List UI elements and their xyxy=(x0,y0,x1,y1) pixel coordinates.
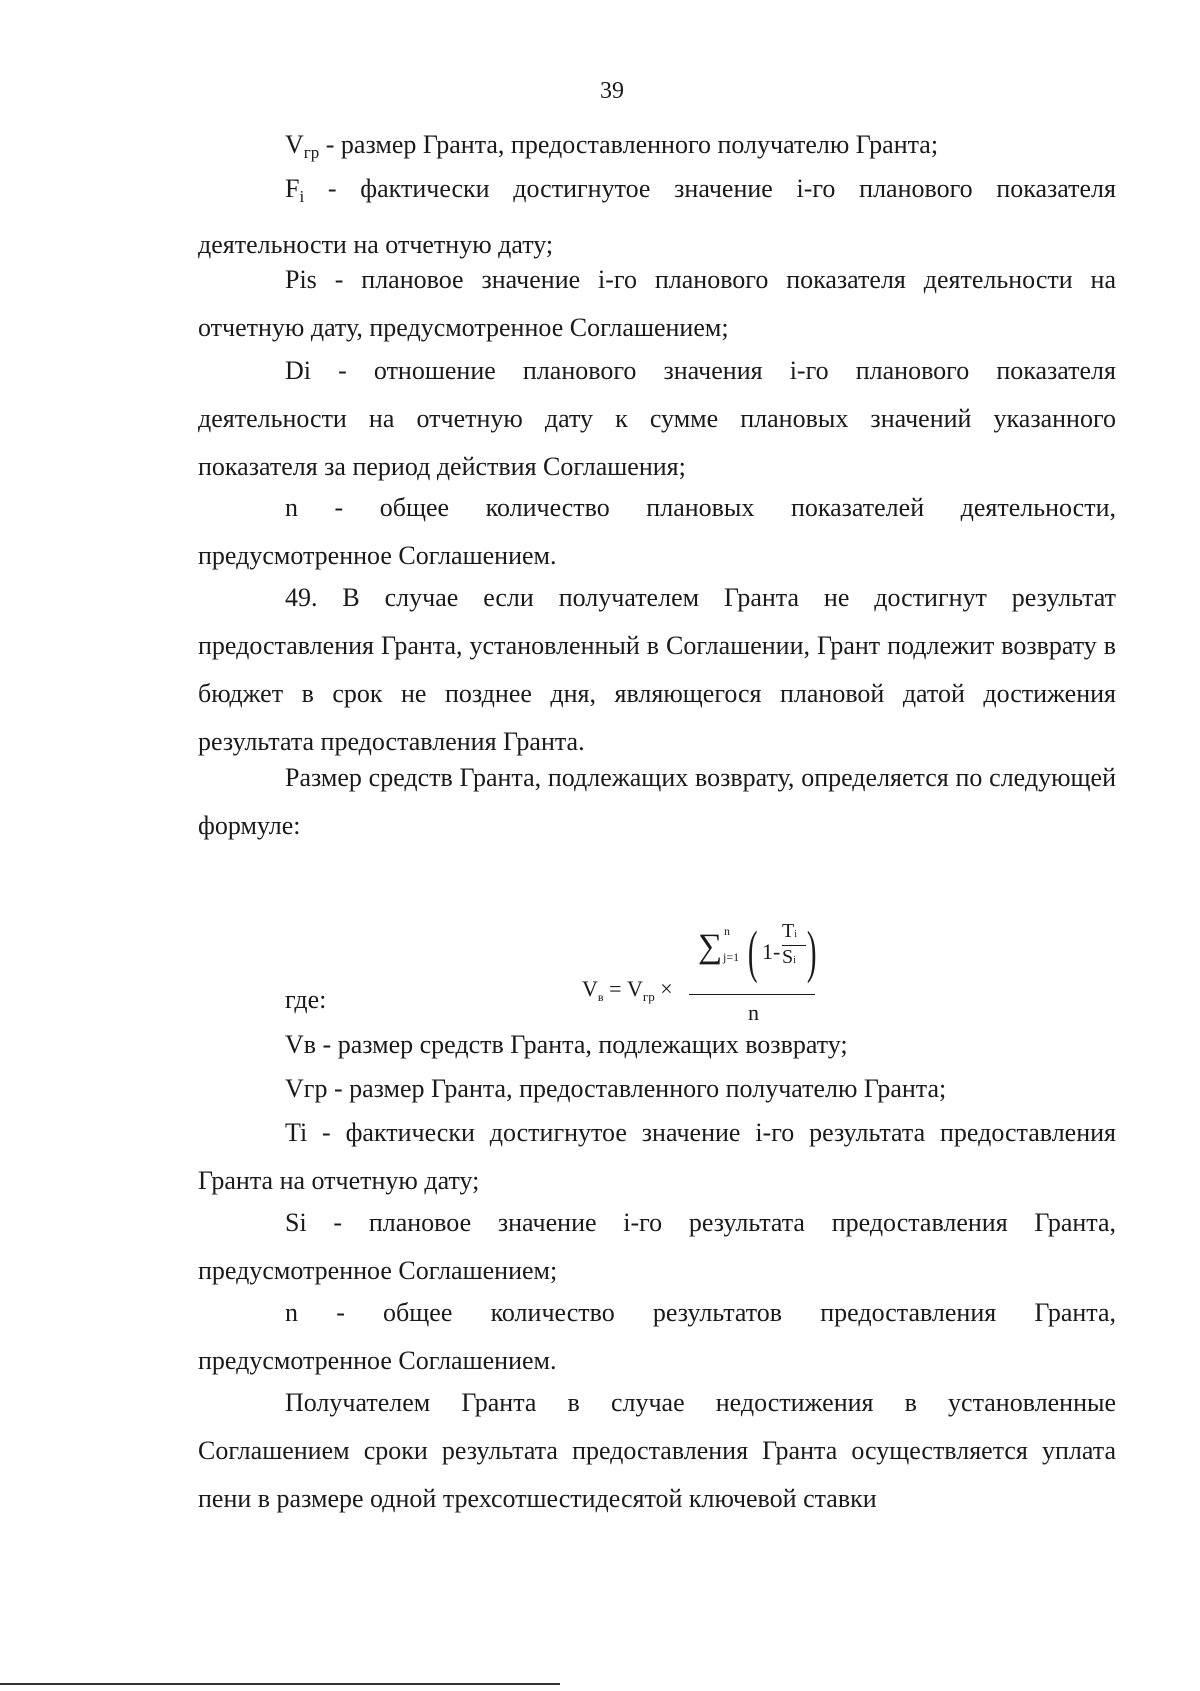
symbol: V xyxy=(285,130,304,159)
definition-n xyxy=(198,484,1116,580)
definition-text: - размер Гранта, предоставленного получателю Гранта; xyxy=(319,130,939,159)
definition-text: - отношение планового значения i-го планового показателя деятельности на отчетную дату к сумме плановых значений указанного показателя за период действия Соглашения; xyxy=(198,356,1116,481)
definition-vgr-2: Vгр - размер Гранта, предоставленного получателю Гранта; xyxy=(285,1074,947,1103)
sum-sign: ∑ xyxy=(698,928,723,965)
one-minus: 1- xyxy=(762,939,781,964)
page-number: 39 xyxy=(600,78,624,104)
scan-edge-line xyxy=(0,1683,560,1685)
right-paren: ) xyxy=(806,919,817,984)
t-subscript: i xyxy=(794,929,797,940)
formula-v: V xyxy=(582,976,598,1001)
s-symbol: S xyxy=(782,946,794,968)
formula-intro: Размер средств Гранта, подлежащих возврату, определяется по следующей формуле: xyxy=(198,763,1116,840)
paragraph-49: 49. В случае если получателем Гранта не достигнут результат предоставления Гранта, установленный в Соглашении, Грант подлежит возврату в бюджет в срок не позднее дня, являющегося плановой датой достижения результата предоставления Гранта. xyxy=(198,583,1116,756)
final-paragraph: Получателем Гранта в случае недостижения в установленные Соглашением сроки результата предоставления Гранта осуществляется уплата пени в размере одной трехсотшестидесятой ключевой ставки xyxy=(198,1388,1116,1513)
symbol: n xyxy=(285,493,298,522)
symbol-subscript: гр xyxy=(303,143,320,162)
formula-vgr: V xyxy=(626,976,643,1001)
definition-n-2: n - общее количество результатов предоставления Гранта, предусмотренное Соглашением. xyxy=(198,1298,1116,1375)
definition-vv: Vв - размер средств Гранта, подлежащих возврату; xyxy=(285,1030,848,1059)
formula-equals: = xyxy=(603,976,627,1001)
definition-ti: Ti - фактически достигнутое значение i-го результата предоставления Гранта на отчетную дату; xyxy=(198,1118,1116,1195)
where-label: где: xyxy=(285,985,327,1014)
symbol: Di xyxy=(285,356,311,385)
definition-pis xyxy=(198,256,1116,352)
formula-denominator: n xyxy=(748,1000,759,1025)
symbol: Pis xyxy=(285,265,317,294)
t-fraction-top xyxy=(782,920,797,943)
formula-v-sub: в xyxy=(597,990,604,1004)
s-fraction-bottom xyxy=(782,946,796,969)
left-paren: ( xyxy=(747,919,758,984)
formula-times: × xyxy=(654,976,673,1001)
s-subscript: i xyxy=(793,955,796,966)
sum-lower: j=1 xyxy=(723,950,740,964)
definition-si: Si - плановое значение i-го результата предоставления Гранта, предусмотренное Соглашением; xyxy=(198,1208,1116,1285)
symbol-subscript: i xyxy=(299,187,305,206)
sum-upper: n xyxy=(724,924,730,938)
definition-fi xyxy=(198,165,1116,269)
definition-text: - общее количество плановых показателей деятельности, предусмотренное Соглашением. xyxy=(198,493,1116,570)
definition-text: - фактически достигнутое значение i-го планового показателя деятельности на отчетную дату; xyxy=(198,174,1116,259)
formula-vgr-sub: гр xyxy=(642,989,655,1004)
definition-text: - плановое значение i-го планового показателя деятельности на отчетную дату, предусмотренное Соглашением; xyxy=(198,265,1116,342)
definition-di xyxy=(198,347,1116,491)
t-symbol: T xyxy=(782,920,795,942)
symbol: F xyxy=(285,174,300,203)
